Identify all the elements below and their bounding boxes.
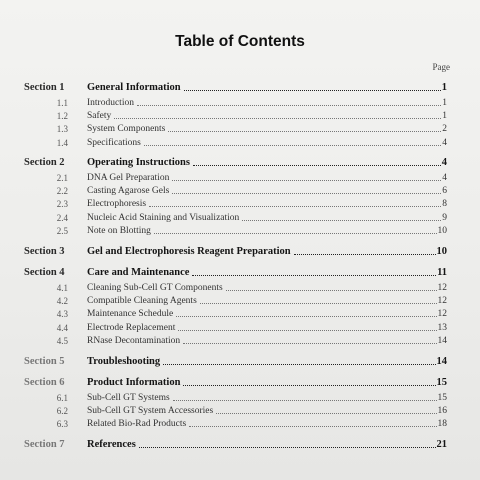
- section-entry: [87, 377, 447, 388]
- section-label: Section 6: [24, 377, 65, 389]
- subsection-entry: [87, 336, 447, 346]
- dot-leader: [183, 343, 436, 344]
- dot-leader: [137, 105, 441, 106]
- section-page-number: 14: [436, 355, 447, 367]
- dot-leader: [173, 400, 437, 401]
- page-title: Table of Contents: [175, 33, 305, 50]
- subsection-number: 1.3: [56, 124, 68, 135]
- toc-subsection-row: [0, 94, 480, 108]
- toc-section-row: [0, 154, 480, 168]
- subsection-title: Safety: [87, 110, 112, 121]
- subsection-title: Sub-Cell GT Systems: [87, 392, 170, 403]
- section-page-number: 21: [436, 438, 447, 450]
- toc-subsection-row: [0, 415, 480, 429]
- section-title: Care and Maintenance: [87, 267, 190, 279]
- subsection-number: 2.4: [56, 212, 68, 223]
- subsection-page-number: 1: [442, 97, 447, 108]
- dot-leader: [192, 275, 436, 276]
- section-title: Gel and Electrophoresis Reagent Preparation: [87, 245, 291, 257]
- toc-subsection-row: [0, 209, 480, 223]
- dot-leader: [178, 330, 436, 331]
- section-label: Section 7: [24, 438, 65, 450]
- subsection-number: 4.4: [56, 322, 68, 333]
- subsection-page-number: 13: [437, 322, 447, 333]
- subsection-number: 6.2: [56, 406, 68, 416]
- subsection-number: 2.2: [56, 186, 68, 196]
- dot-leader: [216, 413, 436, 414]
- dot-leader: [184, 90, 441, 91]
- toc-section-row: [0, 353, 480, 367]
- section-page-number: 10: [436, 245, 447, 257]
- section-title: Product Information: [87, 377, 181, 389]
- dot-leader: [149, 206, 441, 207]
- dot-leader: [172, 180, 441, 181]
- dot-leader: [176, 316, 436, 317]
- section-entry: [87, 246, 447, 257]
- toc-section-row: [0, 436, 480, 450]
- page-column-header: Page: [432, 62, 450, 72]
- section-label: Section 2: [24, 157, 65, 169]
- subsection-page-number: 1: [442, 110, 447, 121]
- dot-leader: [172, 193, 441, 194]
- section-title: Troubleshooting: [87, 355, 161, 367]
- toc-subsection-row: [0, 169, 480, 183]
- dot-leader: [193, 165, 441, 166]
- subsection-entry: [87, 138, 447, 148]
- toc-subsection-row: [0, 134, 480, 148]
- dot-leader: [189, 426, 436, 427]
- toc-subsection-row: [0, 389, 480, 403]
- section-title: Operating Instructions: [87, 157, 190, 169]
- section-entry: [87, 267, 447, 278]
- toc-section-row: [0, 79, 480, 93]
- section-label: Section 3: [24, 245, 65, 257]
- section-page-number: 1: [441, 82, 447, 93]
- toc-subsection-row: [0, 319, 480, 333]
- subsection-page-number: 2: [442, 124, 447, 135]
- subsection-page-number: 18: [437, 419, 447, 430]
- section-entry: [87, 82, 447, 93]
- section-label: Section 1: [24, 82, 65, 93]
- toc-section-row: [0, 243, 480, 257]
- toc-subsection-row: [0, 305, 480, 319]
- toc-subsection-row: [0, 120, 480, 134]
- subsection-page-number: 4: [442, 137, 447, 148]
- subsection-title: Related Bio-Rad Products: [87, 419, 187, 430]
- subsection-page-number: 15: [437, 392, 447, 403]
- subsection-title: Specifications: [87, 137, 141, 148]
- subsection-number: 2.5: [56, 226, 68, 237]
- subsection-number: 4.5: [56, 336, 68, 347]
- subsection-title: RNase Decontamination: [87, 336, 181, 347]
- subsection-title: Sub-Cell GT System Accessories: [87, 406, 214, 416]
- dot-leader: [242, 220, 441, 221]
- section-page-number: 11: [437, 267, 447, 279]
- section-page-number: 15: [436, 377, 447, 389]
- toc-subsection-row: [0, 107, 480, 121]
- toc-section-row: [0, 264, 480, 278]
- dot-leader: [163, 364, 435, 365]
- subsection-title: Nucleic Acid Staining and Visualization: [87, 212, 240, 223]
- dot-leader: [294, 254, 436, 255]
- subsection-number: 1.2: [56, 110, 68, 121]
- section-title: References: [87, 438, 136, 450]
- dot-leader: [144, 145, 441, 146]
- subsection-entry: [87, 226, 447, 236]
- dot-leader: [183, 385, 435, 386]
- subsection-page-number: 12: [437, 309, 447, 320]
- subsection-number: 1.4: [56, 137, 68, 148]
- subsection-title: Casting Agarose Gels: [87, 186, 170, 196]
- subsection-title: DNA Gel Preparation: [87, 172, 170, 183]
- section-entry: [87, 439, 447, 450]
- subsection-page-number: 4: [442, 172, 447, 183]
- toc-subsection-row: [0, 222, 480, 236]
- subsection-title: System Components: [87, 124, 166, 135]
- section-entry: [87, 157, 447, 168]
- subsection-title: Electrophoresis: [87, 199, 147, 210]
- toc-subsection-row: [0, 292, 480, 306]
- section-page-number: 4: [441, 157, 447, 169]
- subsection-number: 4.3: [56, 309, 68, 320]
- dot-leader: [200, 303, 437, 304]
- toc-section-row: [0, 374, 480, 388]
- subsection-title: Introduction: [87, 97, 134, 108]
- subsection-title: Note on Blotting: [87, 226, 151, 237]
- subsection-number: 4.1: [56, 282, 68, 293]
- subsection-title: Compatible Cleaning Agents: [87, 296, 197, 306]
- subsection-page-number: 16: [437, 406, 447, 416]
- toc-subsection-row: [0, 332, 480, 346]
- dot-leader: [154, 233, 437, 234]
- subsection-number: 6.3: [56, 419, 68, 430]
- subsection-number: 6.1: [56, 392, 68, 403]
- dot-leader: [139, 447, 436, 448]
- subsection-title: Electrode Replacement: [87, 322, 176, 333]
- subsection-page-number: 10: [437, 226, 447, 237]
- subsection-number: 4.2: [56, 296, 68, 306]
- toc-subsection-row: [0, 279, 480, 293]
- subsection-number: 1.1: [56, 97, 68, 108]
- subsection-entry: [87, 419, 447, 429]
- subsection-title: Cleaning Sub-Cell GT Components: [87, 282, 223, 293]
- toc-subsection-row: [0, 182, 480, 196]
- section-entry: [87, 356, 447, 367]
- toc-subsection-row: [0, 195, 480, 209]
- dot-leader: [168, 131, 441, 132]
- dot-leader: [226, 290, 437, 291]
- subsection-page-number: 12: [437, 282, 447, 293]
- subsection-title: Maintenance Schedule: [87, 309, 174, 320]
- subsection-page-number: 12: [437, 296, 447, 306]
- section-label: Section 5: [24, 355, 65, 367]
- subsection-page-number: 8: [442, 199, 447, 210]
- toc-subsection-row: [0, 402, 480, 416]
- subsection-page-number: 9: [442, 212, 447, 223]
- section-title: General Information: [87, 82, 181, 93]
- dot-leader: [114, 118, 441, 119]
- subsection-page-number: 6: [442, 186, 447, 196]
- subsection-number: 2.1: [56, 172, 68, 183]
- subsection-number: 2.3: [56, 199, 68, 210]
- subsection-page-number: 14: [437, 336, 447, 347]
- section-label: Section 4: [24, 267, 65, 279]
